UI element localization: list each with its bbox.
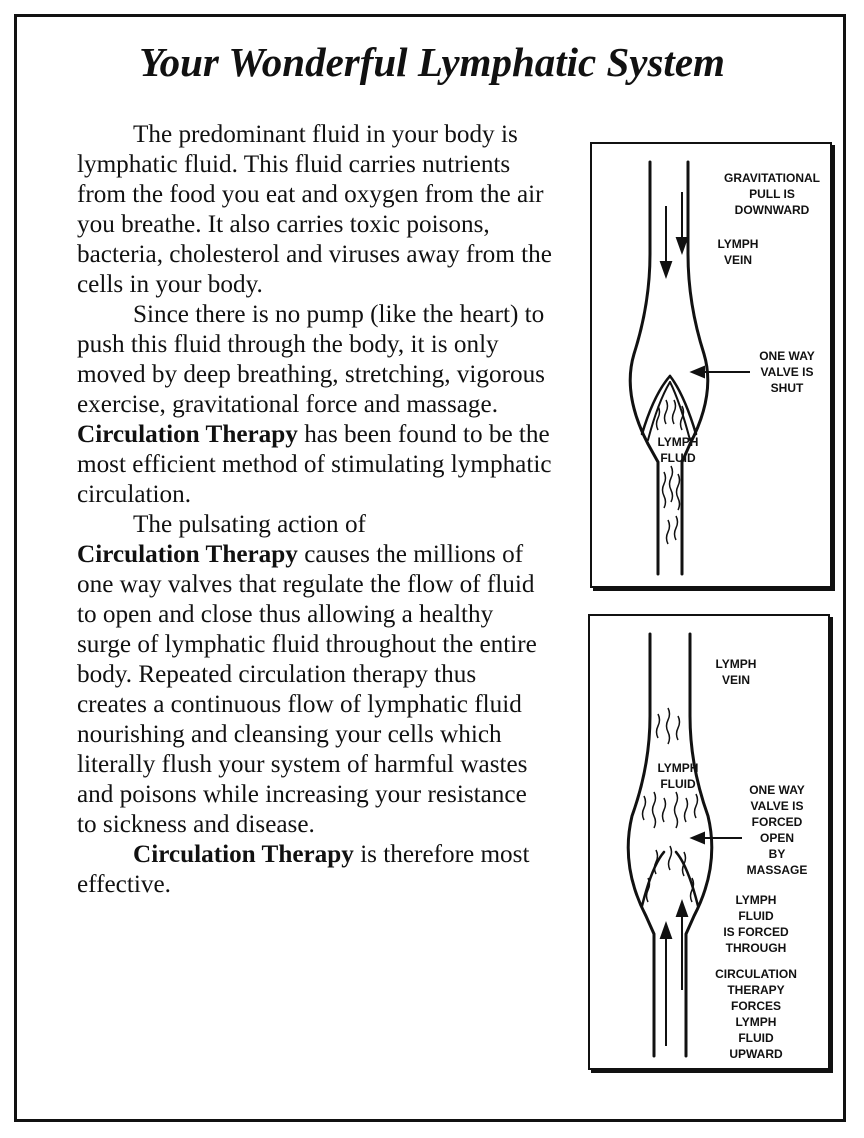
vein-label: LYMPH VEIN bbox=[715, 657, 757, 687]
paragraph-3: The pulsating action of Circulation Therapy causes the millions of one way valves that regulate the flow of fluid to open and close thus allowing a healthy surge of lymphatic fluid throughout the entire body. Repeated circulation therapy thus creates a continuous flow of lymphatic fluid nourishing and cleansing your cells which literally flush your system of harmful wastes and poisons while increasing your resistance to sickness and disease. bbox=[77, 511, 537, 838]
brand-name: Circulation Therapy bbox=[77, 541, 298, 568]
valve-pointer-arrow bbox=[692, 367, 750, 377]
fluid-label: LYMPH FLUID bbox=[657, 761, 699, 791]
vein-wall-left bbox=[628, 634, 654, 1056]
valve-pointer-arrow bbox=[692, 833, 742, 843]
article-body bbox=[77, 120, 552, 900]
page-title: Your Wonderful Lymphatic System bbox=[139, 39, 725, 85]
vein-label: LYMPH VEIN bbox=[717, 237, 759, 267]
brand-name: Circulation Therapy bbox=[133, 841, 354, 868]
therapy-label: CIRCULATION THERAPY FORCES LYMPH FLUID UPWARD bbox=[715, 967, 797, 1061]
paragraph-2: Since there is no pump (like the heart) to push this fluid through the body, it is only moved by deep breathing, stretching, vigorous exercise, gravitational force and massage. Circulation Therapy has been found to be the most efficient method of stimulating lymphatic circulation. bbox=[77, 301, 552, 508]
fluid-squiggles bbox=[657, 400, 684, 544]
valve-label: ONE WAY VALVE IS SHUT bbox=[759, 349, 815, 395]
brand-name: Circulation Therapy bbox=[77, 421, 298, 448]
up-arrows bbox=[661, 902, 687, 1046]
diagram-valve-open bbox=[588, 614, 830, 1070]
vein-wall-left bbox=[630, 162, 658, 574]
forced-label: LYMPH FLUID IS FORCED THROUGH bbox=[723, 893, 789, 955]
paragraph-1: The predominant fluid in your body is lymphatic fluid. This fluid carries nutrients from the food you eat and oxygen from the air you breathe. It also carries toxic poisons, bacteria, cholesterol and viruses away from the cells in your body. bbox=[77, 121, 552, 298]
down-arrows bbox=[661, 192, 687, 276]
fluid-squiggles bbox=[643, 708, 698, 902]
valve-label: ONE WAY VALVE IS FORCED OPEN BY MASSAGE bbox=[746, 783, 808, 877]
fluid-label: LYMPH FLUID bbox=[657, 435, 699, 465]
diagram-valve-shut bbox=[590, 142, 832, 588]
gravity-label: GRAVITATIONAL PULL IS DOWNWARD bbox=[724, 171, 820, 217]
paragraph-4: Circulation Therapy is therefore most effective. bbox=[77, 841, 530, 898]
